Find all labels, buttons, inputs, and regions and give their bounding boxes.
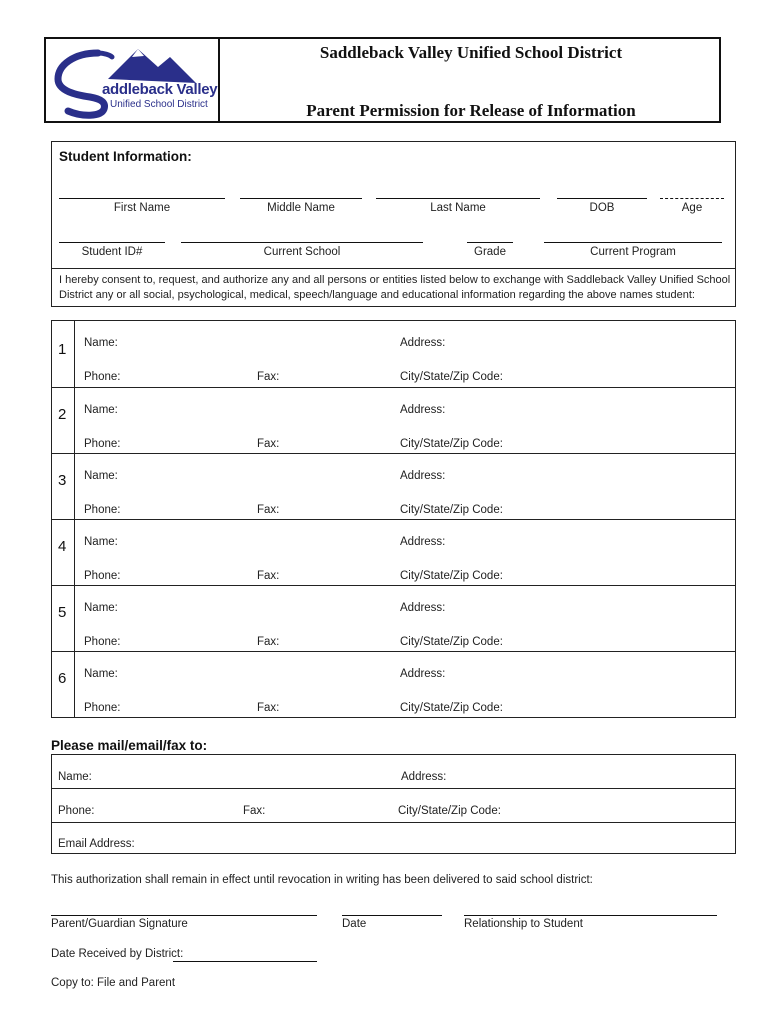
date-received-field[interactable] (173, 961, 317, 962)
mail-address-field[interactable]: Address: (401, 771, 447, 783)
contact-name-field[interactable]: Name: (84, 470, 118, 482)
middle-name-field[interactable] (240, 198, 362, 199)
contact-number: 3 (58, 472, 67, 489)
dob-field[interactable] (557, 198, 647, 199)
contact-fax-field[interactable]: Fax: (257, 504, 280, 516)
first-name-field[interactable] (59, 198, 225, 199)
contact-row (52, 585, 735, 652)
logo-text-main: addleback Valley (102, 81, 218, 98)
contact-city-field[interactable]: City/State/Zip Code: (400, 570, 503, 582)
contact-phone-field[interactable]: Phone: (84, 504, 121, 516)
relationship-label: Relationship to Student (464, 918, 583, 930)
mail-name-field[interactable]: Name: (58, 771, 92, 783)
contact-number: 1 (58, 341, 67, 358)
current-school-label: Current School (263, 246, 341, 258)
middle-name-label: Middle Name (267, 202, 335, 214)
contact-number: 6 (58, 670, 67, 687)
contact-city-field[interactable]: City/State/Zip Code: (400, 636, 503, 648)
form-header (44, 37, 721, 123)
contact-fax-field[interactable]: Fax: (257, 438, 280, 450)
grade-field[interactable] (467, 242, 513, 243)
mail-phone-field[interactable]: Phone: (58, 805, 95, 817)
age-label: Age (681, 202, 703, 214)
contact-number-cell (52, 388, 75, 454)
contact-city-field[interactable]: City/State/Zip Code: (400, 504, 503, 516)
contact-address-field[interactable]: Address: (400, 536, 446, 548)
contact-row (52, 387, 735, 454)
release-contacts-table (51, 320, 736, 718)
contact-address-field[interactable]: Address: (400, 404, 446, 416)
mail-email-field[interactable]: Email Address: (58, 838, 135, 850)
contact-address-field[interactable]: Address: (400, 337, 446, 349)
row-divider (52, 788, 735, 789)
contact-city-field[interactable]: City/State/Zip Code: (400, 371, 503, 383)
date-field[interactable] (342, 915, 442, 916)
student-id-label: Student ID# (81, 246, 143, 258)
contact-phone-field[interactable]: Phone: (84, 570, 121, 582)
contact-number-cell (52, 652, 75, 718)
date-received-label: Date Received by District: (51, 948, 184, 960)
current-program-field[interactable] (544, 242, 722, 243)
contact-number: 2 (58, 406, 67, 423)
signature-label: Parent/Guardian Signature (51, 918, 188, 930)
contact-number-cell (52, 586, 75, 652)
first-name-label: First Name (113, 202, 171, 214)
signature-field[interactable] (51, 915, 317, 916)
authorization-statement: This authorization shall remain in effect until revocation in writing has been delivered to said school district: (51, 874, 593, 886)
grade-label: Grade (474, 246, 506, 258)
page-title: Saddleback Valley Unified School District (319, 43, 623, 62)
contact-row (52, 453, 735, 520)
contact-name-field[interactable]: Name: (84, 337, 118, 349)
age-field[interactable] (660, 198, 724, 199)
contact-city-field[interactable]: City/State/Zip Code: (400, 438, 503, 450)
contact-fax-field[interactable]: Fax: (257, 570, 280, 582)
contact-phone-field[interactable]: Phone: (84, 438, 121, 450)
contact-number-cell (52, 454, 75, 520)
mail-fax-field[interactable]: Fax: (243, 805, 266, 817)
contact-number: 4 (58, 538, 67, 555)
contact-name-field[interactable]: Name: (84, 404, 118, 416)
student-info-heading: Student Information: (59, 149, 192, 164)
contact-phone-field[interactable]: Phone: (84, 371, 121, 383)
section-divider (52, 268, 735, 269)
mail-to-heading: Please mail/email/fax to: (51, 738, 208, 753)
last-name-field[interactable] (376, 198, 540, 199)
contact-phone-field[interactable]: Phone: (84, 702, 121, 714)
contact-name-field[interactable]: Name: (84, 668, 118, 680)
contact-name-field[interactable]: Name: (84, 602, 118, 614)
contact-city-field[interactable]: City/State/Zip Code: (400, 702, 503, 714)
contact-fax-field[interactable]: Fax: (257, 702, 280, 714)
contact-number-cell (52, 321, 75, 387)
dob-label: DOB (589, 202, 615, 214)
contact-fax-field[interactable]: Fax: (257, 371, 280, 383)
mail-to-section (51, 754, 736, 854)
contact-address-field[interactable]: Address: (400, 602, 446, 614)
mail-city-field[interactable]: City/State/Zip Code: (398, 805, 501, 817)
form-subtitle: Parent Permission for Release of Information (306, 101, 636, 120)
consent-statement: I hereby consent to, request, and authorize any and all persons or entities listed below to exchange with Saddleback Valley Unified School District any or all social, psychological, medical, speech/language and educational information regarding the above names student: (59, 274, 731, 301)
contact-address-field[interactable]: Address: (400, 668, 446, 680)
contact-row (52, 519, 735, 586)
contact-fax-field[interactable]: Fax: (257, 636, 280, 648)
student-info-section (51, 141, 736, 307)
logo-text-sub: Unified School District (110, 99, 208, 110)
relationship-field[interactable] (464, 915, 717, 916)
contact-phone-field[interactable]: Phone: (84, 636, 121, 648)
date-label: Date (342, 918, 367, 930)
contact-number: 5 (58, 604, 67, 621)
current-school-field[interactable] (181, 242, 423, 243)
current-program-label: Current Program (590, 246, 676, 258)
contact-name-field[interactable]: Name: (84, 536, 118, 548)
logo-cell (46, 39, 220, 121)
last-name-label: Last Name (430, 202, 486, 214)
student-id-field[interactable] (59, 242, 165, 243)
contact-row (52, 651, 735, 718)
row-divider (52, 822, 735, 823)
contact-row (52, 321, 735, 387)
contact-address-field[interactable]: Address: (400, 470, 446, 482)
copy-to-note: Copy to: File and Parent (51, 977, 176, 989)
contact-number-cell (52, 520, 75, 586)
